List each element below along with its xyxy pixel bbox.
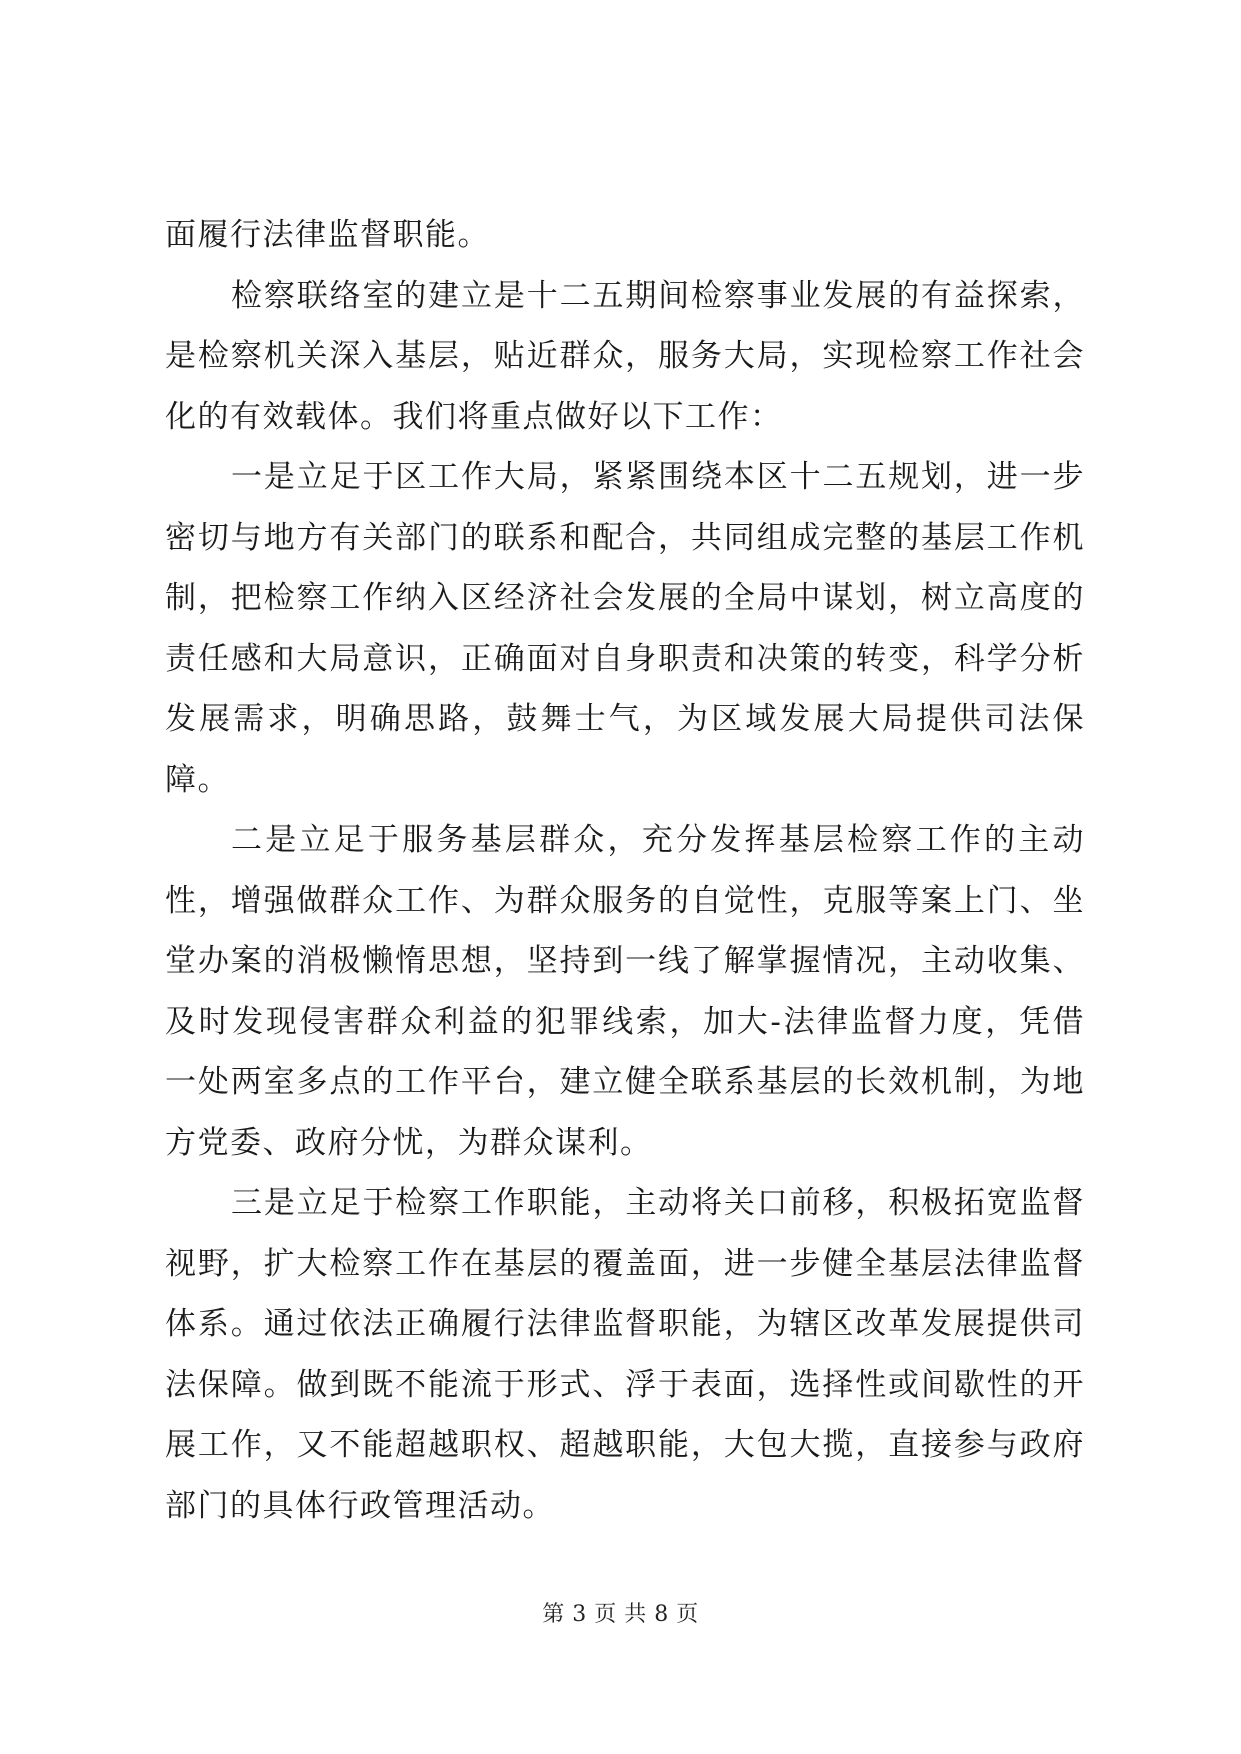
paragraph-liaison-office: 检察联络室的建立是十二五期间检察事业发展的有益探索，是检察机关深入基层，贴近群众，服务大局，实现检察工作社会化的有效载体。我们将重点做好以下工作： xyxy=(165,277,1085,435)
paragraph-point-three: 三是立足于检察工作职能，主动将关口前移，积极拓宽监督视野，扩大检察工作在基层的覆盖面，进一步健全基层法律监督体系。通过依法正确履行法律监督职能，为辖区改革发展提供司法保障。做到既不能流于形式、浮于表面，选择性或间歇性的开展工作，又不能超越职权、超越职能，大包大揽，直接参与政府部门的具体行政管理活动。 xyxy=(165,1185,1085,1524)
paragraph-continuation: 面履行法律监督职能。 xyxy=(165,217,490,253)
paragraph-point-two: 二是立足于服务基层群众，充分发挥基层检察工作的主动性，增强做群众工作、为群众服务的自觉性，克服等案上门、坐堂办案的消极懒惰思想，坚持到一线了解掌握情况，主动收集、及时发现侵害群众利益的犯罪线索，加大-法律监督力度，凭借一处两室多点的工作平台，建立健全联系基层的长效机制，为地方党委、政府分忧，为群众谋利。 xyxy=(165,822,1085,1161)
paragraph-point-one: 一是立足于区工作大局，紧紧围绕本区十二五规划，进一步密切与地方有关部门的联系和配合，共同组成完整的基层工作机制，把检察工作纳入区经济社会发展的全局中谋划，树立高度的责任感和大局意识，正确面对自身职责和决策的转变，科学分析发展需求，明确思路，鼓舞士气，为区域发展大局提供司法保障。 xyxy=(165,459,1085,798)
document-body xyxy=(165,205,1085,1536)
page-number-footer: 第 3 页 共 8 页 xyxy=(542,1602,699,1627)
